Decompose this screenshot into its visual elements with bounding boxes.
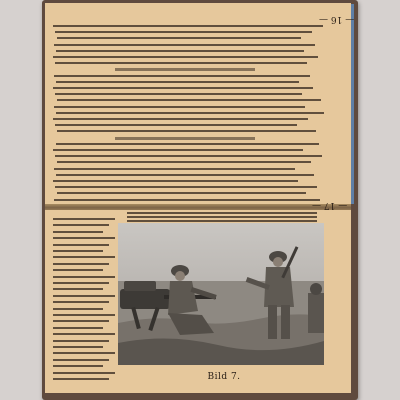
text-line	[53, 269, 103, 271]
text-line	[53, 365, 103, 367]
text-line	[53, 288, 103, 290]
text-line	[53, 276, 115, 278]
text-line	[53, 87, 313, 89]
text-line	[55, 62, 307, 64]
text-line	[53, 372, 115, 374]
text-line	[53, 244, 109, 246]
text-line	[53, 237, 115, 239]
text-line	[57, 37, 301, 39]
text-line	[56, 112, 324, 114]
text-line	[53, 320, 109, 322]
text-line	[55, 31, 312, 33]
section-heading	[115, 137, 255, 140]
text-line	[55, 186, 317, 188]
photograph-soldiers-machine-gun	[118, 223, 324, 365]
text-line	[53, 231, 103, 233]
text-line	[53, 333, 115, 335]
text-line	[54, 199, 320, 201]
text-line	[57, 161, 311, 163]
text-line	[53, 25, 323, 27]
text-line	[53, 308, 103, 310]
page-number-17: — 17 —	[312, 200, 348, 210]
text-line	[53, 256, 115, 258]
text-line	[127, 212, 317, 214]
text-line	[57, 130, 316, 132]
text-line	[53, 359, 109, 361]
text-line	[53, 180, 298, 182]
page-16-text	[45, 3, 351, 210]
text-line	[127, 216, 317, 218]
photo-caption: Bild 7.	[207, 372, 241, 382]
text-line	[53, 149, 303, 151]
text-line	[53, 218, 115, 220]
section-heading	[115, 68, 255, 71]
photograph-image	[118, 223, 324, 365]
text-line	[53, 301, 109, 303]
page-number-16: — 16 —	[319, 14, 355, 24]
text-line	[56, 81, 299, 83]
text-line	[54, 106, 305, 108]
text-line	[53, 378, 109, 380]
text-line	[56, 50, 304, 52]
text-line	[54, 168, 295, 170]
page-16	[45, 3, 351, 208]
text-line	[57, 99, 321, 101]
text-line	[54, 44, 315, 46]
text-line	[53, 263, 109, 265]
text-line	[53, 118, 308, 120]
text-line	[56, 143, 319, 145]
text-line	[53, 327, 103, 329]
text-line	[56, 174, 314, 176]
text-line	[53, 250, 103, 252]
text-line	[53, 224, 109, 226]
text-line	[53, 352, 115, 354]
text-line	[127, 220, 317, 222]
text-line	[55, 93, 302, 95]
text-line	[55, 155, 322, 157]
text-line	[53, 56, 318, 58]
text-line	[53, 295, 115, 297]
text-line	[54, 75, 310, 77]
text-line	[55, 124, 297, 126]
text-line	[53, 340, 109, 342]
text-line	[53, 282, 109, 284]
text-line	[57, 192, 306, 194]
text-line	[53, 314, 115, 316]
text-line	[53, 346, 103, 348]
